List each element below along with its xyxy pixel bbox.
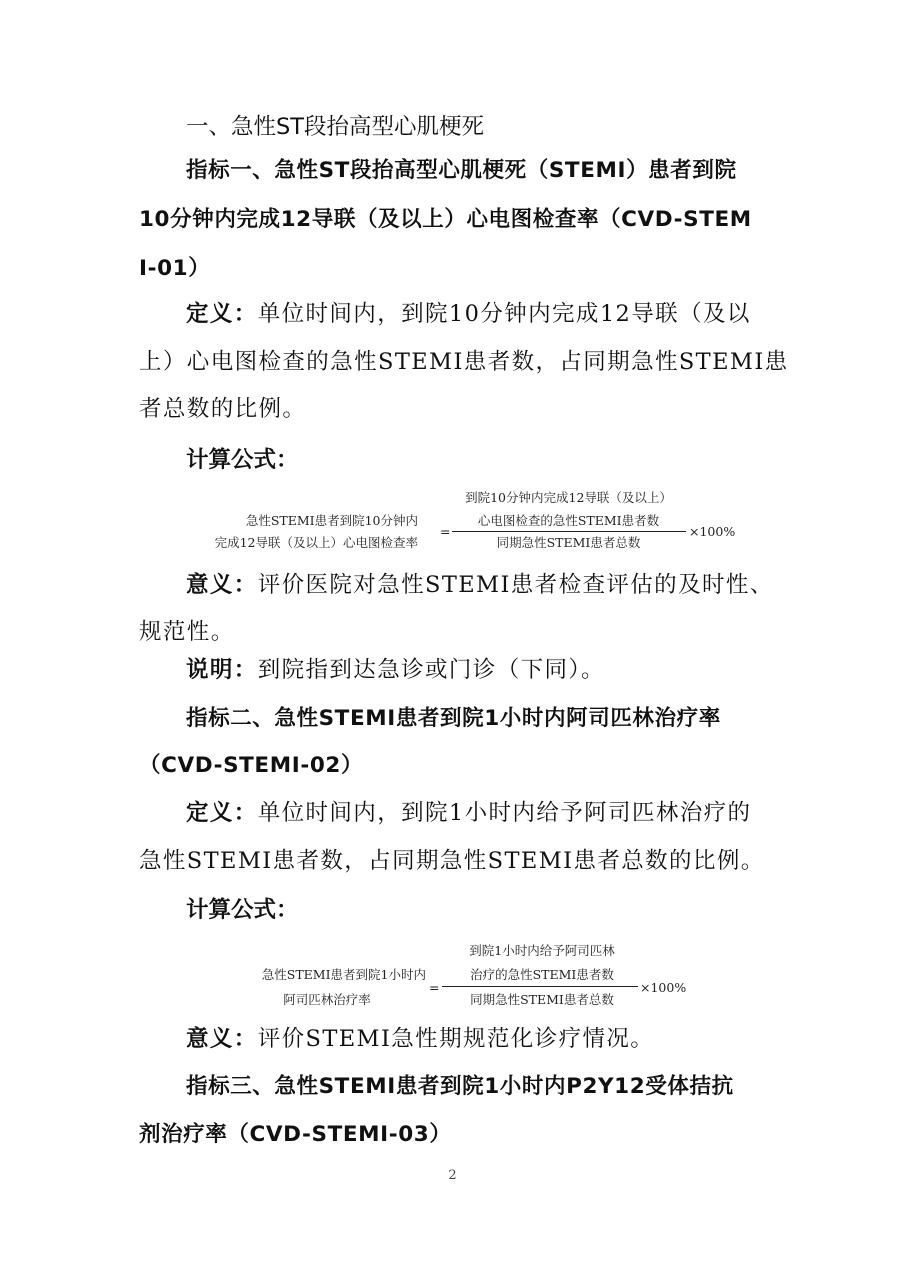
formula-denominator: 同期急性STEMI患者总数 bbox=[470, 992, 614, 1007]
indicator-1-definition-line-2: 上）心电图检查的急性STEMI患者数，占同期急性STEMI患 bbox=[139, 349, 789, 375]
definition-label: 定义： bbox=[186, 800, 258, 826]
formula-equals: = bbox=[429, 980, 440, 995]
formula-multiplier: ×100% bbox=[640, 980, 687, 995]
indicator-1-title-line-3: I-01） bbox=[139, 256, 211, 281]
indicator-1-title-line-2: 10分钟内完成12导联（及以上）心电图检查率（CVD-STEM bbox=[139, 207, 752, 232]
formula-lhs-line-2: 阿司匹林治疗率 bbox=[283, 992, 371, 1007]
indicator-1-definition-line-3: 者总数的比例。 bbox=[139, 396, 307, 422]
indicator-1-meaning bbox=[186, 570, 774, 600]
formula-lhs-line-1: 急性STEMI患者到院1小时内 bbox=[261, 967, 426, 982]
indicator-1-note bbox=[186, 655, 605, 685]
formula-lhs-line-1: 急性STEMI患者到院10分钟内 bbox=[245, 513, 418, 528]
formula-denominator: 同期急性STEMI患者总数 bbox=[496, 535, 641, 550]
formula-equals: = bbox=[440, 524, 451, 539]
definition-text: 单位时间内，到院10分钟内完成12导联（及以 bbox=[257, 301, 751, 327]
formula-lhs-line-2: 完成12导联（及以上）心电图检查率 bbox=[214, 535, 418, 550]
indicator-2-title-line-2: （CVD-STEMI-02） bbox=[139, 753, 364, 778]
section-title: 一、急性ST段抬高型心肌梗死 bbox=[186, 114, 485, 140]
indicator-1-meaning-line-2: 规范性。 bbox=[139, 619, 235, 645]
formula-numerator-line-2: 治疗的急性STEMI患者数 bbox=[470, 967, 614, 982]
meaning-label: 意义： bbox=[186, 1026, 258, 1052]
note-text: 到院指到达急诊或门诊（下同）。 bbox=[257, 657, 605, 683]
page-number: 2 bbox=[448, 1168, 457, 1183]
indicator-3-title-line-2: 剂治疗率（CVD-STEMI-03） bbox=[139, 1122, 452, 1147]
meaning-label: 意义： bbox=[186, 572, 258, 598]
meaning-text: 评价STEMI急性期规范化诊疗情况。 bbox=[257, 1026, 655, 1052]
indicator-1-formula-label: 计算公式： bbox=[186, 447, 299, 473]
meaning-text: 评价医院对急性STEMI患者检查评估的及时性、 bbox=[257, 572, 774, 598]
note-label: 说明： bbox=[186, 657, 258, 683]
definition-text: 单位时间内，到院1小时内给予阿司匹林治疗的 bbox=[257, 800, 752, 826]
indicator-2-title-line-1: 指标二、急性STEMI患者到院1小时内阿司匹林治疗率 bbox=[186, 706, 721, 731]
fraction-bar bbox=[442, 986, 638, 987]
indicator-3-title-line-1: 指标三、急性STEMI患者到院1小时内P2Y12受体拮抗 bbox=[186, 1074, 734, 1099]
definition-label: 定义： bbox=[186, 301, 258, 327]
indicator-1-definition bbox=[186, 299, 751, 329]
indicator-2-formula-label: 计算公式： bbox=[186, 897, 299, 923]
formula-numerator-line-1: 到院1小时内给予阿司匹林 bbox=[469, 943, 615, 958]
indicator-2-definition bbox=[186, 798, 751, 828]
indicator-2-definition-line-2: 急性STEMI患者数，占同期急性STEMI患者总数的比例。 bbox=[139, 848, 765, 874]
formula-numerator-line-2: 心电图检查的急性STEMI患者数 bbox=[477, 513, 660, 528]
indicator-2-meaning bbox=[186, 1024, 654, 1054]
formula-multiplier: ×100% bbox=[689, 524, 736, 539]
indicator-1-title-line-1: 指标一、急性ST段抬高型心肌梗死（STEMI）患者到院 bbox=[186, 158, 737, 183]
fraction-bar bbox=[452, 531, 686, 532]
formula-numerator-line-1: 到院10分钟内完成12导联（及以上） bbox=[465, 490, 672, 505]
